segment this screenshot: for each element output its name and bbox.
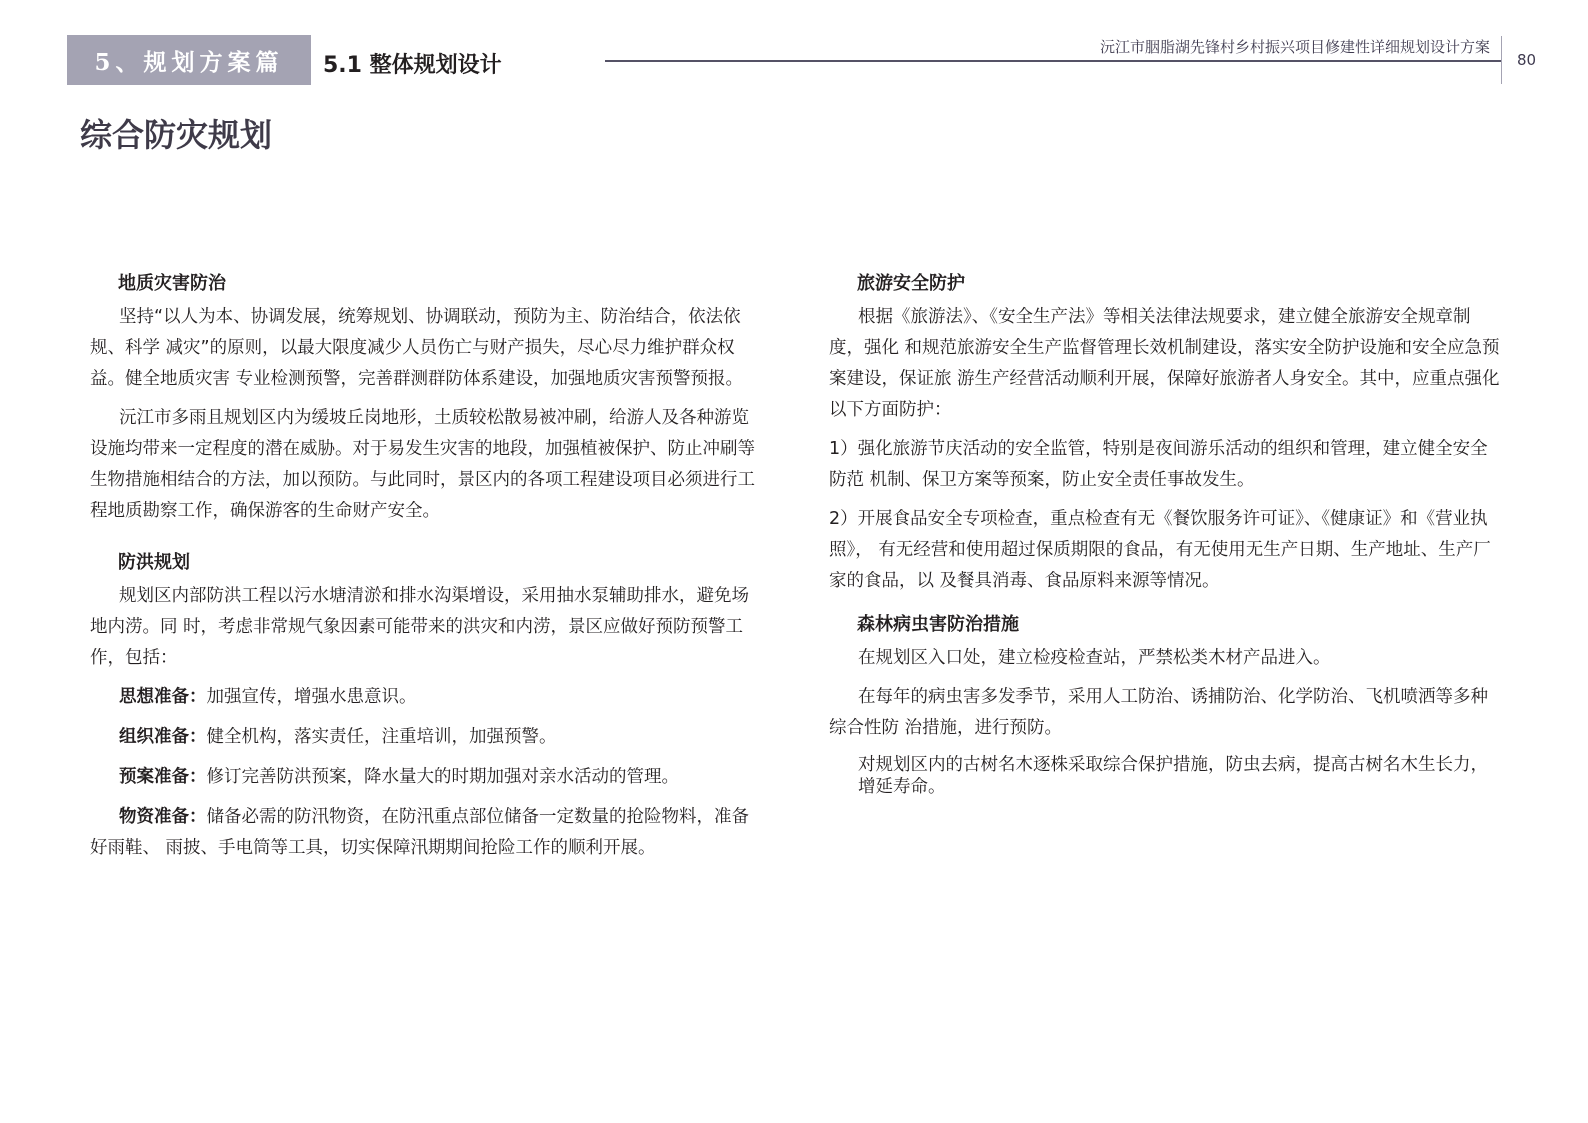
right-column	[829, 268, 1501, 806]
flood-prep-text: 加强宣传，增强水患意识。	[206, 687, 417, 707]
flood-prep-item	[90, 722, 758, 753]
flood-prep-text: 健全机构，落实责任，注重培训，加强预警。	[206, 727, 557, 747]
tourism-safety-heading: 旅游安全防护	[857, 273, 965, 294]
flood-prep-item	[90, 802, 758, 864]
document-title: 沅江市胭脂湖先锋村乡村振兴项目修建性详细规划设计方案	[1099, 38, 1490, 56]
geo-hazard-paragraph-2: 沅江市多雨且规划区内为缓坡丘岗地形，土质较松散易被冲刷，给游人及各种游览设施均带来一定程度的潜在威胁。对于易发生灾害的地段，加强植被保护、防止冲刷等生物措施相结合的方法，加以预防。与此同时，景区内的各项工程建设项目必须进行工程地质勘察工作，确保游客的生命财产安全。	[90, 408, 755, 521]
flood-prep-text: 储备必需的防汛物资，在防汛重点部位储备一定数量的抢险物料，准备好雨鞋、 雨披、手电筒等工具，切实保障汛期期间抢险工作的顺利开展。	[90, 807, 749, 858]
forest-pest-heading: 森林病虫害防治措施	[857, 614, 1019, 635]
forest-pest-paragraph-2: 在每年的病虫害多发季节，采用人工防治、诱捕防治、化学防治、飞机喷洒等多种综合性防 治措施，进行预防。	[829, 687, 1488, 738]
tourism-safety-item-2: 2）开展食品安全专项检查，重点检查有无《餐饮服务许可证》、《健康证》和《营业执照》， 有无经营和使用超过保质期限的食品，有无使用无生产日期、生产地址、生产厂家的食品，以 及餐具消毒、食品原料来源等情况。	[829, 509, 1491, 591]
flood-prep-label: 物资准备：	[119, 807, 207, 827]
header-separator	[1501, 36, 1502, 84]
page-number: 80	[1517, 51, 1537, 69]
geo-hazard-heading: 地质灾害防治	[118, 273, 226, 294]
chapter-tab: 5、规划方案篇	[67, 35, 311, 85]
section-title: 5.1 整体规划设计	[323, 53, 502, 78]
geo-hazard-paragraph-1: 坚持“以人为本、协调发展，统筹规划、协调联动，预防为主、防治结合，依法依规、科学 减灾”的原则，以最大限度减少人员伤亡与财产损失，尽心尽力维护群众权益。健全地质灾害 专业检测预警，完善群测群防体系建设，加强地质灾害预警预报。	[90, 307, 744, 389]
forest-pest-paragraph-3: 对规划区内的古树名木逐株采取综合保护措施，防虫去病，提高古树名木生长力，增延寿命。	[858, 755, 1488, 797]
flood-prep-label: 预案准备：	[119, 767, 207, 787]
flood-control-paragraph: 规划区内部防洪工程以污水塘清淤和排水沟渠增设，采用抽水泵辅助排水，避免场地内涝。同 时，考虑非常规气象因素可能带来的洪灾和内涝，景区应做好预防预警工作，包括：	[90, 586, 749, 668]
tourism-safety-item-1: 1）强化旅游节庆活动的安全监管，特别是夜间游乐活动的组织和管理，建立健全安全防范 机制、保卫方案等预案，防止安全责任事故发生。	[829, 439, 1488, 490]
header-rule	[605, 60, 1501, 62]
flood-prep-text: 修订完善防洪预案，降水量大的时期加强对亲水活动的管理。	[206, 767, 679, 787]
flood-prep-label: 组织准备：	[119, 727, 207, 747]
flood-prep-item	[90, 762, 758, 793]
left-column	[90, 268, 758, 873]
tourism-safety-paragraph: 根据《旅游法》、《安全生产法》等相关法律法规要求，建立健全旅游安全规章制度，强化 和规范旅游安全生产监督管理长效机制建设，落实安全防护设施和安全应急预案建设，保证旅 游生产经营活动顺利开展，保障好旅游者人身安全。其中，应重点强化以下方面防护：	[829, 307, 1500, 420]
page-title: 综合防灾规划	[80, 116, 273, 154]
flood-control-heading: 防洪规划	[118, 552, 190, 573]
flood-prep-label: 思想准备：	[119, 687, 207, 707]
forest-pest-paragraph-1: 在规划区入口处，建立检疫检查站，严禁松类木材产品进入。	[858, 648, 1331, 668]
flood-prep-item	[90, 682, 758, 713]
